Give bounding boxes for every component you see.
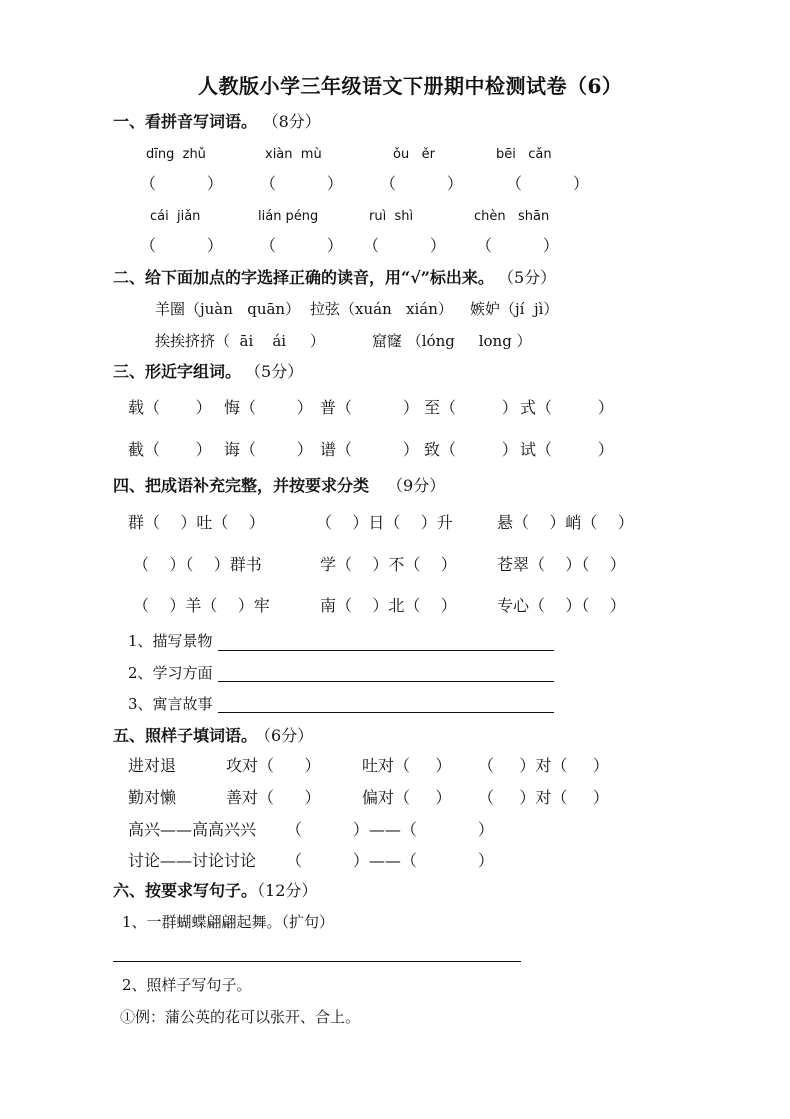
section-2-heading	[113, 270, 556, 286]
reduplication-blank[interactable]: （ ）——（ ）	[286, 851, 494, 870]
reading-item[interactable]: 窟窿 （lóng long ）	[372, 332, 532, 350]
question-2: 2、照样子写句子。	[122, 976, 252, 994]
section-2-score: （5分）	[505, 268, 557, 287]
answer-blank[interactable]: （ ）	[260, 236, 343, 255]
antonym-blank[interactable]: 善对（ ）	[226, 788, 321, 807]
word-blank[interactable]: 普（ ）	[320, 398, 419, 417]
reduplication-example: 高兴——高高兴兴	[128, 820, 257, 839]
pinyin: ǒu ěr	[393, 147, 435, 162]
section-3-heading	[113, 364, 303, 380]
antonym-blank[interactable]: 吐对（ ）	[362, 756, 452, 775]
reading-item[interactable]: 嫉妒（jí jì）	[470, 300, 559, 318]
word-blank[interactable]: 试（ ）	[520, 440, 614, 459]
idiom-blank[interactable]: 群（ ）吐（ ）	[128, 513, 265, 532]
word-blank[interactable]: 载（ ）	[128, 398, 212, 417]
word-blank[interactable]: 截（ ）	[128, 440, 212, 459]
section-1-score: （8分）	[262, 112, 321, 131]
answer-blank[interactable]: （ ）	[140, 174, 223, 193]
antonym-blank[interactable]: 攻对（ ）	[226, 756, 321, 775]
idiom-blank[interactable]: （ ）（ ）群书	[133, 555, 262, 574]
pinyin: cái jiǎn	[150, 209, 201, 224]
section-5-title: 五、照样子填词语。	[113, 726, 258, 745]
answer-line[interactable]	[218, 681, 554, 682]
antonym-blank[interactable]: （ ）对（ ）	[478, 756, 609, 775]
antonym-blank[interactable]: （ ）对（ ）	[478, 788, 609, 807]
pinyin: dīng zhǔ	[146, 147, 206, 162]
section-3-title: 三、形近字组词。	[113, 362, 242, 381]
section-1-heading	[113, 114, 321, 130]
word-blank[interactable]: 致（ ）	[424, 440, 518, 459]
section-6-title: 六、按要求写句子。	[113, 881, 258, 900]
answer-blank[interactable]: （ ）	[380, 174, 463, 193]
section-5-heading	[113, 728, 313, 744]
pinyin: xiàn mù	[265, 147, 322, 162]
word-blank[interactable]: 诲（ ）	[224, 440, 313, 459]
idiom-blank[interactable]: 学（ ）不（ ）	[320, 555, 457, 574]
antonym-example: 进对退	[128, 756, 177, 775]
category-label: 2、学习方面	[128, 664, 213, 682]
answer-line[interactable]	[218, 650, 554, 651]
example-sentence: ①例：蒲公英的花可以张开、合上。	[120, 1008, 361, 1026]
section-3-score: （5分）	[253, 362, 304, 381]
answer-blank[interactable]: （ ）	[506, 174, 589, 193]
pinyin: bēi cǎn	[496, 147, 552, 162]
idiom-blank[interactable]: （ ）日（ ）升	[316, 513, 453, 532]
answer-line[interactable]	[113, 961, 521, 962]
pinyin: lián péng	[258, 209, 319, 224]
reading-item[interactable]: 羊圈（juàn quān）	[155, 300, 301, 318]
word-blank[interactable]: 谱（ ）	[320, 440, 419, 459]
section-6-heading	[113, 883, 317, 899]
answer-blank[interactable]: （ ）	[363, 236, 446, 255]
category-label: 3、寓言故事	[128, 695, 213, 713]
idiom-blank[interactable]: （ ）羊（ ）牢	[133, 596, 270, 615]
answer-blank[interactable]: （ ）	[140, 236, 223, 255]
section-1-title: 一、看拼音写词语。	[113, 112, 258, 131]
word-blank[interactable]: 悔（ ）	[224, 398, 313, 417]
answer-blank[interactable]: （ ）	[260, 174, 343, 193]
antonym-blank[interactable]: 偏对（ ）	[362, 788, 452, 807]
section-2-title: 二、给下面加点的字选择正确的读音，用“√”标出来。	[113, 268, 494, 287]
antonym-example: 勤对懒	[128, 788, 177, 807]
reading-item[interactable]: 挨挨挤挤（ āi ái ）	[155, 332, 325, 350]
idiom-blank[interactable]: 悬（ ）峭（ ）	[497, 513, 634, 532]
pinyin: ruì shì	[369, 209, 414, 224]
reduplication-blank[interactable]: （ ）——（ ）	[286, 820, 494, 839]
idiom-blank[interactable]: 专心（ ）（ ）	[497, 596, 626, 615]
idiom-blank[interactable]: 南（ ）北（ ）	[320, 596, 457, 615]
category-label: 1、描写景物	[128, 632, 213, 650]
section-6-score: （12分）	[257, 881, 318, 900]
pinyin: chèn shān	[474, 209, 550, 224]
section-5-score: （6分）	[263, 726, 314, 745]
reading-item[interactable]: 拉弦（xuán xián）	[310, 300, 453, 318]
answer-line[interactable]	[218, 712, 554, 713]
idiom-blank[interactable]: 苍翠（ ）（ ）	[497, 555, 626, 574]
section-4-score: （9分）	[387, 476, 446, 495]
word-blank[interactable]: 式（ ）	[520, 398, 614, 417]
answer-blank[interactable]: （ ）	[476, 236, 559, 255]
question-1: 1、一群蝴蝶翩翩起舞。（扩句）	[122, 913, 335, 931]
reduplication-example: 讨论——讨论讨论	[128, 851, 257, 870]
word-blank[interactable]: 至（ ）	[424, 398, 518, 417]
section-4-title: 四、把成语补充完整，并按要求分类	[113, 476, 370, 495]
page-title: 人教版小学三年级语文下册期中检测试卷（6）	[198, 74, 623, 98]
section-4-heading	[113, 478, 445, 494]
